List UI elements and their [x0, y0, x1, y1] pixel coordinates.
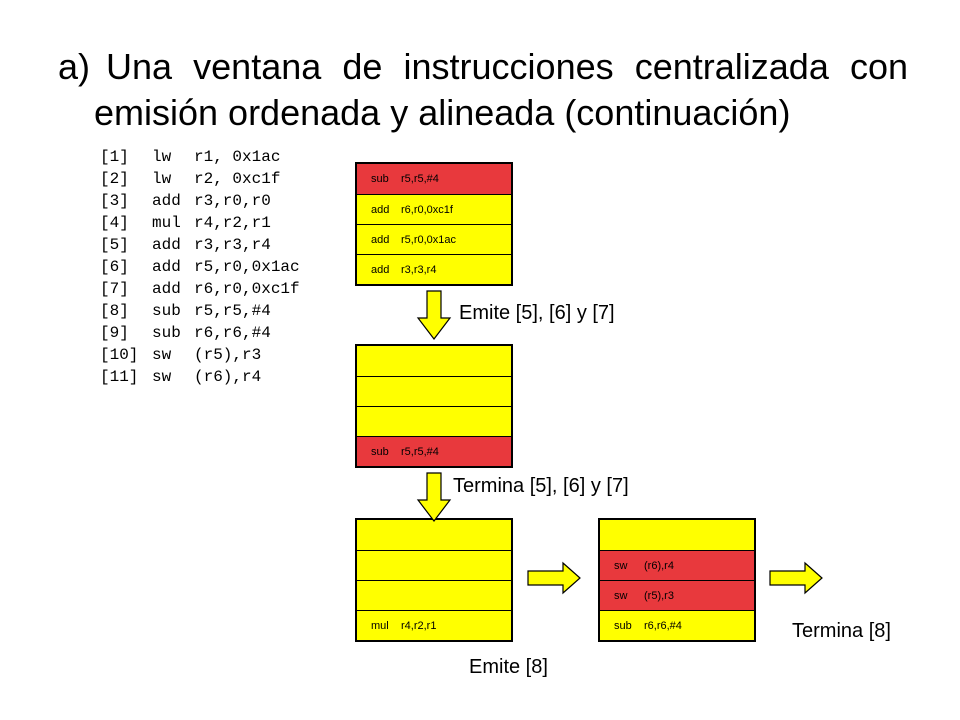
- operands: r5,r0,0x1ac: [194, 258, 300, 276]
- opcode: mul: [152, 214, 181, 232]
- window-slot: [357, 224, 511, 254]
- slot-operands: (r6),r4: [644, 560, 674, 572]
- window-slot: [600, 520, 754, 550]
- operands: r3,r0,r0: [194, 192, 271, 210]
- slot-opcode: sub: [371, 446, 389, 458]
- window-slot: [357, 406, 511, 436]
- title-line-2: emisión ordenada y alineada (continuación): [94, 92, 791, 133]
- slot-opcode: mul: [371, 620, 389, 632]
- operands: (r6),r4: [194, 368, 262, 386]
- line-number: [8]: [100, 302, 129, 320]
- instruction-window-1: [355, 162, 513, 286]
- title-marker: a): [58, 46, 91, 87]
- line-number: [5]: [100, 236, 129, 254]
- instruction-window-4: [598, 518, 756, 642]
- window-slot: [600, 610, 754, 640]
- operands: r4,r2,r1: [194, 214, 271, 232]
- slot-opcode: sw: [614, 590, 628, 602]
- opcode: sw: [152, 346, 172, 364]
- slot-opcode: add: [371, 204, 390, 216]
- operands: r6,r6,#4: [194, 324, 271, 342]
- line-number: [1]: [100, 148, 129, 166]
- line-number: [7]: [100, 280, 129, 298]
- window-slot: [600, 550, 754, 580]
- line-number: [4]: [100, 214, 129, 232]
- instruction-window-3: [355, 518, 513, 642]
- instruction-window-2: [355, 344, 513, 468]
- operands: r6,r0,0xc1f: [194, 280, 300, 298]
- window-slot: [357, 194, 511, 224]
- label-termina-5-6-7: Termina [5], [6] y [7]: [453, 475, 629, 497]
- window-slot: [600, 580, 754, 610]
- opcode: lw: [152, 148, 172, 166]
- label-emite-8: Emite [8]: [469, 656, 548, 678]
- label-termina-8: Termina [8]: [792, 620, 891, 642]
- window-slot: [357, 610, 511, 640]
- slot-operands: r5,r0,0x1ac: [401, 234, 457, 246]
- slot-operands: r6,r6,#4: [644, 620, 682, 632]
- slot-operands: r5,r5,#4: [401, 446, 439, 458]
- slot-opcode: sub: [614, 620, 632, 632]
- window-slot: [357, 436, 511, 466]
- slot-operands: (r5),r3: [644, 590, 674, 602]
- slot-opcode: sw: [614, 560, 628, 572]
- line-number: [11]: [100, 368, 139, 386]
- opcode: sub: [152, 324, 181, 342]
- slot-opcode: add: [371, 264, 390, 276]
- opcode: add: [152, 280, 181, 298]
- line-number: [10]: [100, 346, 139, 364]
- opcode: sw: [152, 368, 172, 386]
- slot-opcode: add: [371, 234, 390, 246]
- opcode: lw: [152, 170, 172, 188]
- slot-operands: r3,r3,r4: [401, 264, 437, 276]
- right-arrow-icon: [527, 562, 581, 594]
- line-number: [3]: [100, 192, 129, 210]
- slot-operands: r5,r5,#4: [401, 173, 439, 185]
- line-number: [2]: [100, 170, 129, 188]
- right-arrow-icon: [769, 562, 823, 594]
- opcode: add: [152, 236, 181, 254]
- opcode: add: [152, 258, 181, 276]
- line-number: [6]: [100, 258, 129, 276]
- operands: r3,r3,r4: [194, 236, 271, 254]
- title-line-1: Una ventana de instrucciones centralizada con: [106, 46, 908, 87]
- operands: r2, 0xc1f: [194, 170, 281, 188]
- down-arrow-icon: [417, 472, 451, 522]
- slot-opcode: sub: [371, 173, 389, 185]
- operands: r1, 0x1ac: [194, 148, 281, 166]
- line-number: [9]: [100, 324, 129, 342]
- window-slot: [357, 376, 511, 406]
- window-slot: [357, 520, 511, 550]
- window-slot: [357, 254, 511, 284]
- window-slot: [357, 550, 511, 580]
- opcode: add: [152, 192, 181, 210]
- window-slot: [357, 164, 511, 194]
- slot-operands: r6,r0,0xc1f: [401, 204, 453, 216]
- label-emite-5-6-7: Emite [5], [6] y [7]: [459, 302, 615, 324]
- opcode: sub: [152, 302, 181, 320]
- slot-operands: r4,r2,r1: [401, 620, 437, 632]
- down-arrow-icon: [417, 290, 451, 340]
- operands: r5,r5,#4: [194, 302, 271, 320]
- window-slot: [357, 580, 511, 610]
- operands: (r5),r3: [194, 346, 262, 364]
- window-slot: [357, 346, 511, 376]
